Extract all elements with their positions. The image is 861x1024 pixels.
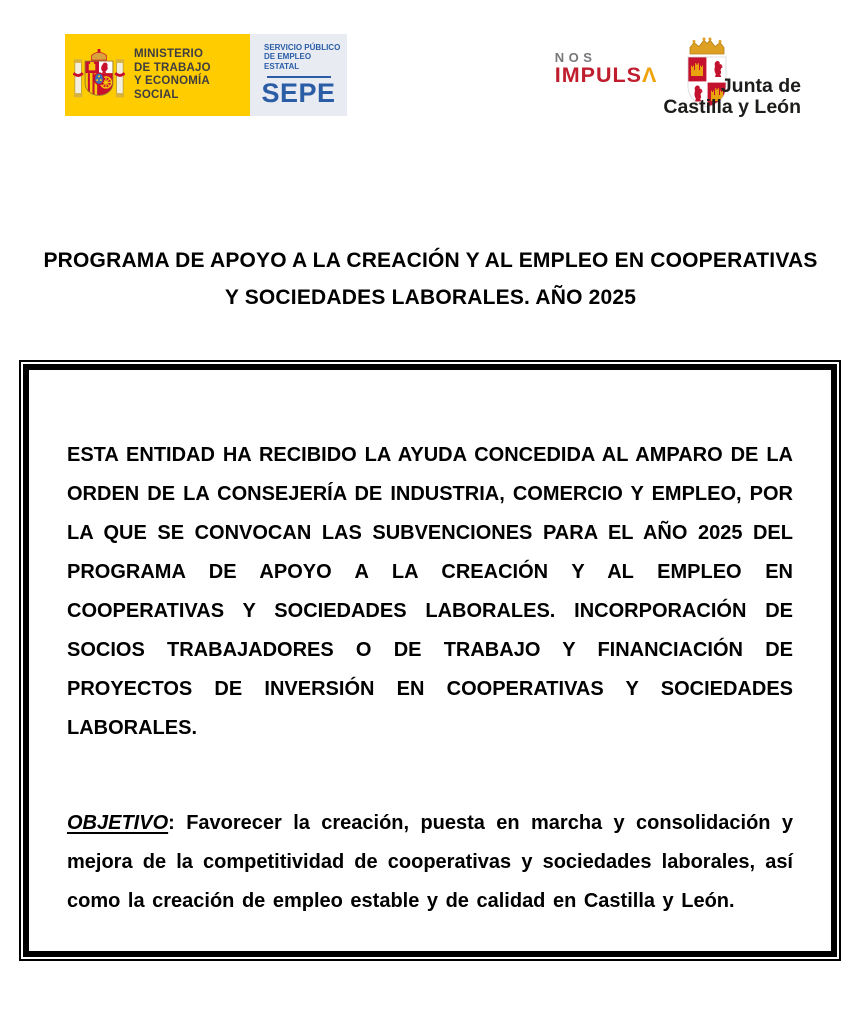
page-title-line2: Y SOCIEDADES LABORALES. AÑO 2025 <box>224 286 637 309</box>
spain-coat-of-arms-icon <box>73 43 125 107</box>
objective-text: Favorecer la creación, puesta en marcha y consolidación y mejora de la competitividad de cooperativas y sociedades laborales, así como la creación de empleo estable y de calidad en Castilla y León. <box>67 812 794 912</box>
sepe-caption <box>264 43 347 72</box>
objective-label: OBJETIVO <box>67 812 169 834</box>
notice-box <box>19 360 841 961</box>
ministry-name <box>134 48 250 102</box>
impulsa-caret-icon: Λ <box>642 63 658 87</box>
junta-name-line2: Castilla y León <box>663 96 801 118</box>
page-header <box>0 0 861 116</box>
nos-impulsa-word2 <box>555 64 658 88</box>
sepe-caption-line2: DE EMPLEO ESTATAL <box>264 52 312 71</box>
nos-impulsa-word1: NOS <box>554 50 597 65</box>
junta-name-line1: Junta de <box>720 75 801 97</box>
junta-name <box>663 76 801 118</box>
notice-box-inner <box>23 364 837 957</box>
sepe-acronym: SEPE <box>261 78 336 109</box>
ministry-name-line3: Y ECONOMÍA SOCIAL <box>134 75 210 101</box>
nos-impulsa-word2-text: IMPULS <box>554 63 643 87</box>
sepe-caption-line1: SERVICIO PÚBLICO <box>264 42 341 52</box>
junta-castilla-leon-logo <box>663 34 801 118</box>
page-title <box>0 242 861 316</box>
objective-colon: : <box>168 812 175 834</box>
ministry-name-line1: MINISTERIO <box>134 48 204 60</box>
ministry-name-line2: DE TRABAJO <box>134 61 211 74</box>
objective-paragraph <box>67 804 793 921</box>
sepe-logo-block <box>250 34 347 116</box>
nos-impulsa-logo <box>555 51 658 88</box>
ministry-sepe-logo <box>65 34 347 116</box>
notice-body-text: ESTA ENTIDAD HA RECIBIDO LA AYUDA CONCEDIDA AL AMPARO DE LA ORDEN DE LA CONSEJERÍA DE INDUSTRIA, COMERCIO Y EMPLEO, POR LA QUE SE CONVOCAN LAS SUBVENCIONES PARA EL AÑO 2025 DEL PROGRAMA DE APOYO A LA CREACIÓN Y AL EMPLEO EN COOPERATIVAS Y SOCIEDADES LABORALES. INCORPORACIÓN DE SOCIOS TRABAJADORES O DE TRABAJO Y FINANCIACIÓN DE PROYECTOS DE INVERSIÓN EN COOPERATIVAS Y SOCIEDADES LABORALES. <box>67 444 793 739</box>
right-logos <box>554 34 801 118</box>
ministry-logo-block <box>65 34 250 116</box>
page-title-line1: PROGRAMA DE APOYO A LA CREACIÓN Y AL EMPLEO EN COOPERATIVAS <box>43 249 818 272</box>
